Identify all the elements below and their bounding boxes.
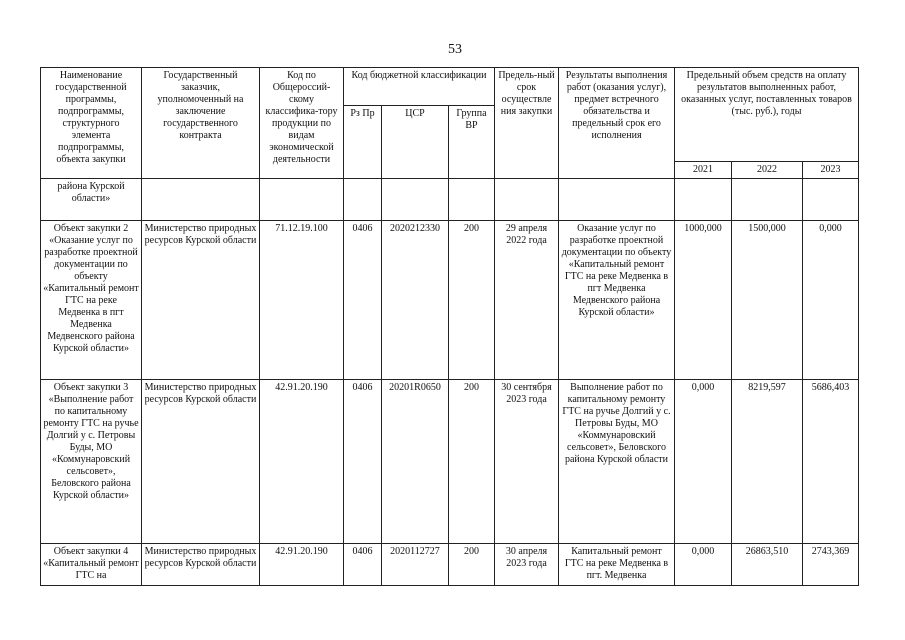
cell-results: Оказание услуг по разработке проектной документации по объекту «Капитальный ремонт ГТС на реке Медвенка в пгт Медвенка Медвенского района Курской области» xyxy=(559,221,675,380)
cell-okpd: 42.91.20.190 xyxy=(260,544,344,586)
cell-name: района Курской области» xyxy=(41,179,142,221)
header-budget-code: Код бюджетной классификации xyxy=(344,68,495,106)
cell-name: Объект закупки 2 «Оказание услуг по разработке проектной документации по объекту «Капитальный ремонт ГТС на реке Медвенка в пгт Медвенка Медвенского района Курской области» xyxy=(41,221,142,380)
header-results: Результаты выполнения работ (оказания услуг), предмет встречного обязательства и предельный срок его исполнения xyxy=(559,68,675,179)
header-okpd: Код по Общероссий-скому классифика-тору продукции по видам экономической деятельности xyxy=(260,68,344,179)
header-year-2023: 2023 xyxy=(803,162,859,179)
header-name: Наименование государственной программы, подпрограммы, структурного элемента подпрограммы, объекта закупки xyxy=(41,68,142,179)
cell-rz-pr: 0406 xyxy=(344,221,382,380)
cell-group-vr: 200 xyxy=(449,221,495,380)
header-year-2022: 2022 xyxy=(732,162,803,179)
cell-name: Объект закупки 3 «Выполнение работ по капитальному ремонту ГТС на ручье Долгий у с. Петровы Буды, МО «Коммунаровский сельсовет», Беловского района Курской области» xyxy=(41,380,142,544)
procurement-table xyxy=(40,67,859,586)
cell-2023: 0,000 xyxy=(803,221,859,380)
table-row xyxy=(41,221,859,380)
cell-csr: 2020212330 xyxy=(382,221,449,380)
header-deadline: Предель-ный срок осуществле ния закупки xyxy=(495,68,559,179)
header-customer: Государственный заказчик, уполномоченный на заключение государственного контракта xyxy=(142,68,260,179)
cell-csr xyxy=(382,179,449,221)
cell-customer: Министерство природных ресурсов Курской области xyxy=(142,221,260,380)
cell-group-vr: 200 xyxy=(449,544,495,586)
cell-2021: 0,000 xyxy=(675,380,732,544)
cell-deadline: 30 сентября 2023 года xyxy=(495,380,559,544)
cell-2023: 5686,403 xyxy=(803,380,859,544)
cell-2022: 8219,597 xyxy=(732,380,803,544)
cell-deadline: 30 апреля 2023 года xyxy=(495,544,559,586)
table-row xyxy=(41,544,859,586)
header-csr: ЦСР xyxy=(382,106,449,179)
cell-csr: 2020112727 xyxy=(382,544,449,586)
cell-2023: 2743,369 xyxy=(803,544,859,586)
header-year-2021: 2021 xyxy=(675,162,732,179)
cell-rz-pr: 0406 xyxy=(344,380,382,544)
cell-customer: Министерство природных ресурсов Курской области xyxy=(142,380,260,544)
cell-results: Выполнение работ по капитальному ремонту ГТС на ручье Долгий у с. Петровы Буды, МО «Коммунаровский сельсовет», Беловского района Курской области xyxy=(559,380,675,544)
table-row xyxy=(41,179,859,221)
header-group-vr: Группа ВР xyxy=(449,106,495,179)
cell-2021: 0,000 xyxy=(675,544,732,586)
cell-name: Объект закупки 4 «Капитальный ремонт ГТС на xyxy=(41,544,142,586)
cell-okpd xyxy=(260,179,344,221)
cell-csr: 20201R0650 xyxy=(382,380,449,544)
cell-2022: 26863,510 xyxy=(732,544,803,586)
header-volume: Предельный объем средств на оплату результатов выполненных работ, оказанных услуг, поставленных товаров (тыс. руб.), годы xyxy=(675,68,859,162)
cell-deadline: 29 апреля 2022 года xyxy=(495,221,559,380)
cell-rz-pr xyxy=(344,179,382,221)
cell-group-vr xyxy=(449,179,495,221)
cell-results xyxy=(559,179,675,221)
cell-2022 xyxy=(732,179,803,221)
page-number: 53 xyxy=(448,42,462,57)
cell-rz-pr: 0406 xyxy=(344,544,382,586)
cell-2022: 1500,000 xyxy=(732,221,803,380)
cell-deadline xyxy=(495,179,559,221)
cell-results: Капитальный ремонт ГТС на реке Медвенка в пгт. Медвенка xyxy=(559,544,675,586)
cell-customer: Министерство природных ресурсов Курской области xyxy=(142,544,260,586)
header-row-1 xyxy=(41,68,859,106)
header-rz-pr: Рз Пр xyxy=(344,106,382,179)
cell-2021 xyxy=(675,179,732,221)
cell-2021: 1000,000 xyxy=(675,221,732,380)
table-row xyxy=(41,380,859,544)
cell-okpd: 71.12.19.100 xyxy=(260,221,344,380)
cell-2023 xyxy=(803,179,859,221)
cell-group-vr: 200 xyxy=(449,380,495,544)
cell-customer xyxy=(142,179,260,221)
cell-okpd: 42.91.20.190 xyxy=(260,380,344,544)
